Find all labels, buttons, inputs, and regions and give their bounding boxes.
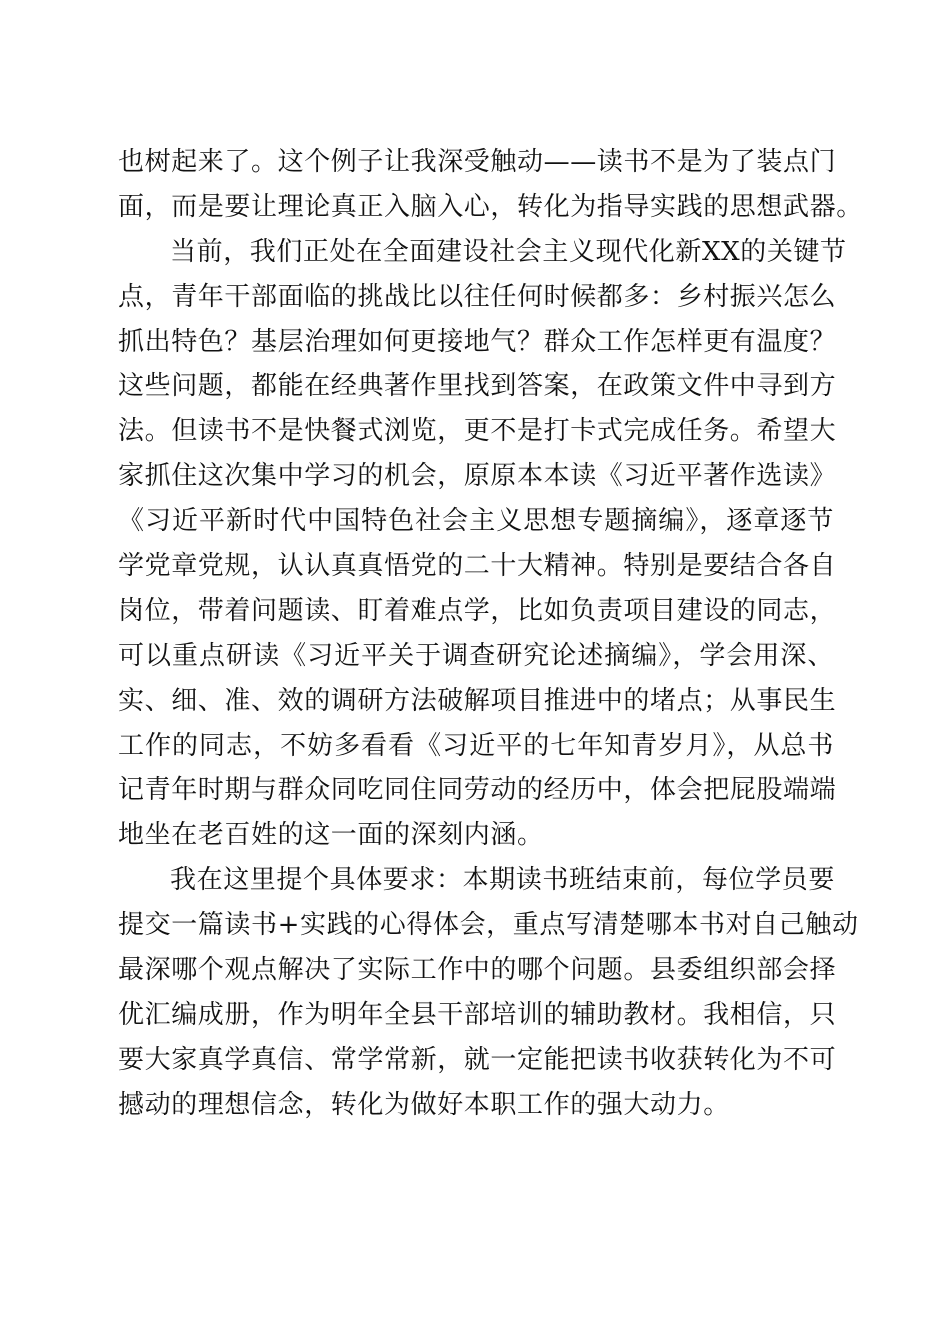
text-line: 提交一篇读书+实践的心得体会，重点写清楚哪本书对自己触动: [118, 910, 859, 941]
text-line: 撼动的理想信念，转化为做好本职工作的强大动力。: [118, 1089, 730, 1120]
text-line: 地坐在老百姓的这一面的深刻内涵。: [118, 820, 544, 851]
text-line: 记青年时期与群众同吃同住同劳动的经历中，体会把屁股端端: [118, 775, 837, 806]
text-line: 当前，我们正处在全面建设社会主义现代化新XX的关键节: [170, 236, 847, 267]
text-line: 我在这里提个具体要求：本期读书班结束前，每位学员要: [170, 865, 836, 896]
text-line: 法。但读书不是快餐式浏览，更不是打卡式完成任务。希望大: [118, 416, 837, 447]
text-line: 家抓住这次集中学习的机会，原原本本读《习近平著作选读》: [118, 461, 837, 492]
body-text: [118, 140, 863, 1128]
text-line: 面，而是要让理论真正入脑入心，转化为指导实践的思想武器。: [118, 191, 863, 222]
text-line: 要大家真学真信、常学常新，就一定能把读书收获转化为不可: [118, 1044, 837, 1075]
text-line: 工作的同志，不妨多看看《习近平的七年知青岁月》，从总书: [118, 730, 834, 761]
text-line: 也树起来了。这个例子让我深受触动——读书不是为了装点门: [118, 147, 837, 177]
text-line: 可以重点研读《习近平关于调查研究论述摘编》，学会用深、: [118, 640, 834, 671]
text-line: 岗位，带着问题读、盯着难点学，比如负责项目建设的同志，: [118, 595, 837, 626]
text-line: 实、细、准、效的调研方法破解项目推进中的堵点；从事民生: [118, 685, 837, 716]
text-line: 最深哪个观点解决了实际工作中的哪个问题。县委组织部会择: [118, 955, 837, 986]
text-line: 《习近平新时代中国特色社会主义思想专题摘编》，逐章逐节: [118, 506, 834, 537]
text-line: 抓出特色？基层治理如何更接地气？群众工作怎样更有温度？: [118, 326, 837, 357]
text-line: 学党章党规，认认真真悟党的二十大精神。特别是要结合各自: [118, 551, 837, 582]
text-line: 优汇编成册，作为明年全县干部培训的辅助教材。我相信，只: [118, 999, 837, 1030]
text-line: 点，青年干部面临的挑战比以往任何时候都多：乡村振兴怎么: [118, 281, 837, 312]
text-line: 这些问题，都能在经典著作里找到答案，在政策文件中寻到方: [118, 371, 837, 402]
